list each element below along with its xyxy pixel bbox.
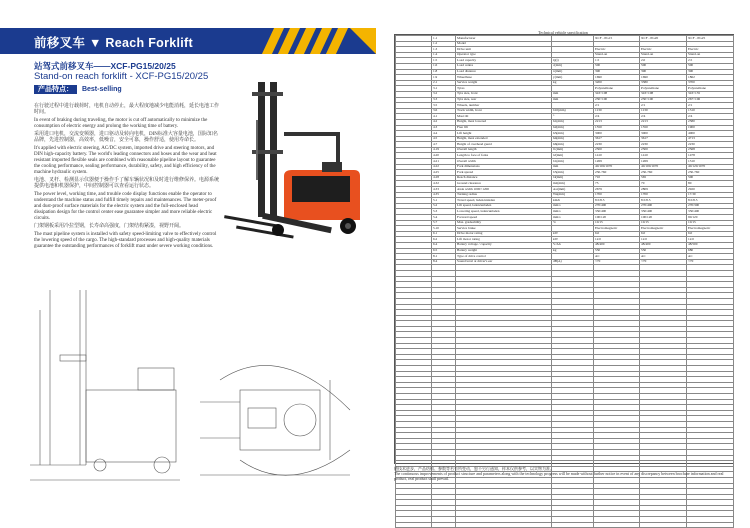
spec-cell: 6.5 [432,248,456,254]
spec-cell: x(mm) [552,69,594,75]
spec-cell: 4.20 [432,153,456,159]
forklift-photo [222,80,372,250]
spec-cell: Height, mast lowered [456,119,552,125]
spec-cell: h2(mm) [552,125,594,131]
spec-cell: 6.0 [687,231,734,237]
spec-cell: Ast(mm) [552,187,594,193]
spec-cell: l4(mm) [552,175,594,181]
spec-cell: 2/4 [687,114,734,120]
spec-cell: 4.32 [432,181,456,187]
spec-cell: b1(mm) [552,159,594,165]
spec-cell: Service brake [456,226,552,232]
spec-cell: 4.19 [432,147,456,153]
spec-cell: 8.1 [432,254,456,260]
spec-cell: 390 [594,69,640,75]
spec-cell: mm [552,97,594,103]
spec-cell: 270/400 [640,203,687,209]
spec-cell: 350/400 [594,209,640,215]
right-page [376,0,750,503]
spec-cell: 2568 [687,147,734,153]
spec-cell: 1.5 [594,58,640,64]
spec-cell: 2.1 [432,80,456,86]
spec-cell: mm [552,91,594,97]
spec-cell: 3200 [594,80,640,86]
spec-cell: <70 [687,259,734,265]
spec-cell: Wheels, number [456,103,552,109]
spec-cell: 3617 [594,136,640,142]
spec-cell: 4.22 [432,164,456,170]
spec-cell: 6.2 [432,237,456,243]
section-title: 前移叉车 ▼ Reach Forklift [34,36,193,50]
spec-cell: 6.0 [594,231,640,237]
spec-cell: 40/100/1070 [594,164,640,170]
spec-cell: Overall length [456,147,552,153]
spec-cell: 2/4 [594,114,640,120]
spec-cell: 4000 [687,131,734,137]
feature-line [34,84,122,94]
spec-cell: y(mm) [552,75,594,81]
spec-cell: 1410 [640,153,687,159]
spec-cell: 270/400 [594,203,640,209]
spec-cell: Free lift [456,125,552,131]
spec-cell: 500 [687,63,734,69]
spec-cell: 6.1 [432,231,456,237]
spec-cell: 10/15 [594,220,640,226]
product-description [34,104,220,252]
spec-cell: 8.5/8.5 [594,198,640,204]
spec-cell: Battery weight [456,248,552,254]
spec-cell: 10/15 [687,220,734,226]
spec-cell: 2920 [687,187,734,193]
spec-cell: 5.1 [432,198,456,204]
spec-cell: Electric [640,47,687,53]
spec-cell: 1690 [640,75,687,81]
product-title-en: Stand-on reach forklift - XCF-PG15/20/25 [34,71,209,82]
spec-cell: XCF - PG20 [640,36,687,42]
spec-cell: 8.5/8.5 [687,198,734,204]
spec-cell: 710 [594,175,640,181]
spec-cell: 350/400 [687,209,734,215]
spec-cell: 2/4 [640,114,687,120]
spec-cell: kg [552,80,594,86]
spec-cell: 1.9 [432,75,456,81]
spec-cell: 5.10 [432,226,456,232]
spec-cell: Max. gradeability [456,220,552,226]
spec-cell: Polyurethane [687,86,734,92]
spec-cell: Stand-on [594,52,640,58]
spec-cell: XCF - PG15 [594,36,640,42]
spec-table [395,35,734,528]
spec-cell: 5.4 [432,215,456,221]
spec-cell: 1310 [687,159,734,165]
spec-cell: 230×100 [594,97,640,103]
spec-cell: Stand-on [640,52,687,58]
spec-cell: Height of overhead guard [456,142,552,148]
spec-cell: Length to face of forks [456,153,552,159]
spec-cell: AC [640,254,687,260]
spec-cell: 100/120 [594,215,640,221]
spec-cell: 230-760 [687,170,734,176]
spec-cell: Type of drive control [456,254,552,260]
spec-cell: Electromagnetic [594,226,640,232]
spec-cell: Stand-on [687,52,734,58]
spec-cell: Electric [594,47,640,53]
spec-cell: 2/1 [687,103,734,109]
spec-cell: 230-760 [640,170,687,176]
spec-cell: Load capacity [456,58,552,64]
spec-cell: Load centre [456,63,552,69]
spec-cell: 6.4 [432,242,456,248]
spec-cell: 2500 [594,147,640,153]
spec-cell: 1.4 [432,52,456,58]
spec-cell: 1410 [594,153,640,159]
spec-cell: kW [552,231,594,237]
spec-cell: Tyre size, front [456,91,552,97]
spec-cell: 230-760 [594,170,640,176]
spec-cell: 1900 [687,125,734,131]
left-page [0,0,377,503]
description-paragraph: 电池、叉杆、检测显示仪器便于操作手了解车辆状况和及时进行维修保养。电源系统提供电池和机器保护，中间控制器可以查看运行状态。 [34,178,220,189]
spec-cell: Wa(mm) [552,192,594,198]
spec-cell: 12.0 [640,237,687,243]
spec-cell: mm/s [552,209,594,215]
spec-cell: <70 [640,259,687,265]
spec-cell: Operator type [456,52,552,58]
spec-cell: 4713 [687,136,734,142]
spec-cell: 3000 [594,131,640,137]
spec-cell: h4(mm) [552,136,594,142]
spec-cell: 2.0 [640,58,687,64]
spec-cell: Wheelbase [456,75,552,81]
spec-cell: 3.5 [432,103,456,109]
spec-cell: 3.3 [432,97,456,103]
spec-cell: 3380 [640,80,687,86]
spec-cell: Lift motor rating [456,237,552,243]
spec-cell: 1550 [640,125,687,131]
spec-cell: Tyre size, rear [456,97,552,103]
spec-cell: XCF - PG25 [687,36,734,42]
spec-cell: 1269 [640,159,687,165]
spec-cell: 4.28 [432,175,456,181]
spec-cell: 4.3 [432,125,456,131]
spec-cell: 48/400 [640,242,687,248]
spec-cell: 75 [594,181,640,187]
spec-cell: 390 [640,69,687,75]
spec-cell: 3.2 [432,91,456,97]
spec-cell: 1269 [594,159,640,165]
spec-cell: 5.3 [432,209,456,215]
spec-cell: 1478 [687,153,734,159]
spec-cell: Lift speed, laden/unladen [456,203,552,209]
spec-cell: AC [594,254,640,260]
spec-cell: 565 [640,175,687,181]
spec-cell: 5.2 [432,203,456,209]
spec-cell: 2213 [640,119,687,125]
spec-cell: ° [552,114,594,120]
spec-cell: Ground clearance [456,181,552,187]
spec-cell: 90/120 [687,215,734,221]
spec-cell: Travel speed, laden/unladen [456,198,552,204]
spec-cell: 350/400 [640,209,687,215]
spec-cell: Load distance [456,69,552,75]
spec-cell: 1690 [594,75,640,81]
spec-cell: Overall width [456,159,552,165]
spec-cell: c(mm) [552,63,594,69]
spec-cell: % [552,220,594,226]
description-paragraph: In event of braking during traveling, the motor is cut off automatically to minimize the consumption of electric energy and prolong the working time of battery. [34,118,208,129]
spec-cell: Forward speed [456,215,552,221]
spec-cell: 1.6 [432,63,456,69]
spec-table-frame [394,34,734,464]
spec-cell: 4.25 [432,170,456,176]
spec-cell: 6.0 [640,231,687,237]
description-paragraph: The power level, working time, and trouble code display functions enable the operator to understand the machine status and fulfill timely repairs and maintenances. The meter-proof and dust-proof surface materials for the electric system and the full-enclosed head dissipation design for the control center ease guarantee simpler and more reliable electric circuits. [34,192,217,221]
spec-cell: kW [552,237,594,243]
spec-cell: 4.1 [432,114,456,120]
technical-drawing [20,260,370,490]
spec-cell: 1130 [640,108,687,114]
spec-table-title: Technical vehicle specification [538,30,588,35]
spec-cell: 2.5 [687,58,734,64]
spec-cell: 680 [687,248,734,254]
spec-cell: 1.5 [432,58,456,64]
spec-cell: 4.7 [432,142,456,148]
spec-cell: Polyurethane [640,86,687,92]
spec-cell: 3.1 [432,86,456,92]
spec-cell: h6(mm) [552,142,594,148]
spec-cell: 12.0 [594,237,640,243]
spec-cell: 3700 [687,80,734,86]
spec-cell: 2230 [594,142,640,148]
spec-cell: Reach distance [456,175,552,181]
spec-cell: Mast tilt [456,114,552,120]
product-title-zh: 站驾式前移叉车——XCF-PG15/20/25 [34,61,176,71]
spec-cell: 3617 [640,136,687,142]
spec-cell: 8.5/8.5 [640,198,687,204]
spec-cell: 2/1 [640,103,687,109]
spec-cell: 1700 [640,192,687,198]
spec-cell: 1310 [687,108,734,114]
spec-cell: 267×106 [687,97,734,103]
spec-cell: 1.2 [432,41,456,47]
spec-cell: 343×108 [594,91,640,97]
spec-cell: kg [552,248,594,254]
spec-cell: dB(A) [552,259,594,265]
spec-cell: 80 [687,181,734,187]
spec-cell: 3.6 [432,108,456,114]
spec-cell: 4.33 [432,187,456,193]
spec-cell: 500 [640,63,687,69]
spec-cell: Fork spread [456,170,552,176]
feature-label: 产品特点： [34,85,77,94]
spec-cell: 4.35 [432,192,456,198]
spec-cell: 4.2 [432,119,456,125]
spec-cell: l1(mm) [552,147,594,153]
spec-cell: mm/s [552,215,594,221]
spec-cell: 230×100 [640,97,687,103]
spec-cell: m2(mm) [552,181,594,187]
spec-cell: 1700 [594,192,640,198]
description-paragraph: The mast pipeline system is installed with safety speed-limiting valve to effectively control the lowering speed of the cargo. The high-standard processes and high-quality materials guarantee the outstanding performances of forklift mast under severe working conditions. [34,232,217,249]
spec-cell: mm [552,164,594,170]
spec-cell: 1.1 [432,36,456,42]
spec-cell: 1130 [594,108,640,114]
spec-cell: Manufacturer [456,36,552,42]
spec-cell: 70 [640,181,687,187]
spec-cell: 48/400 [594,242,640,248]
spec-cell: 8.4 [432,259,456,265]
spec-cell: AC [687,254,734,260]
spec-cell: Model [456,41,552,47]
spec-cell: 3000 [640,131,687,137]
spec-cell: Polyurethane [594,86,640,92]
spec-cell: 12.0 [687,237,734,243]
spec-cell: 270/300 [687,203,734,209]
spec-cell: Electromagnetic [640,226,687,232]
spec-cell: Service weight [456,80,552,86]
spec-cell: 17.30 [687,192,734,198]
description-paragraph: 门架钢板采用冷拉型钢，长寿命高强度，门架结构紧凑，视野开阔。 [34,224,185,229]
spec-cell: Height, mast extended [456,136,552,142]
spec-cell: Aisle width 1000×1200 [456,187,552,193]
spec-cell: Track width, front [456,108,552,114]
spec-cell: V/Ah [552,242,594,248]
spec-cell: 100/120 [640,215,687,221]
spec-cell: 2/1 [594,103,640,109]
description-paragraph: 在行驶过程中进行载荷时，电机自动停止，最大程度地减少电能消耗，延长电池工作时间。 [34,104,220,115]
spec-cell: 4.21 [432,159,456,165]
spec-cell: 40/100/1070 [640,164,687,170]
spec-cell: 2213 [594,119,640,125]
spec-cell: Turning radius [456,192,552,198]
footnote-zh: 随技术进步，产品结构、参数等若有所变动，恕不另行通知，样本仅供参考，以实物为准。 [394,466,554,471]
spec-cell: 1862 [687,75,734,81]
feature-value: Best-selling [81,86,122,93]
description-paragraph: 采用进口电机，交流变频器，进口驱动及转向电机，DIN标准大容量电池，国际知名品牌，先进控制器，高效率，低噪音，安全可靠，操作舒适，使用寿命长。 [34,132,218,143]
spec-cell: l2(mm) [552,153,594,159]
spec-cell: 48/500 [687,242,734,248]
spec-cell: 2580 [687,119,734,125]
spec-cell: Sound level at driver's ear [456,259,552,265]
spec-cell: 343×135 [687,91,734,97]
spec-cell: Tyres [456,86,552,92]
spec-cell: 5.7 [432,220,456,226]
spec-cell: 1.8 [432,69,456,75]
spec-cell: b10(mm) [552,108,594,114]
spec-cell: h1(mm) [552,119,594,125]
spec-cell: <70 [594,259,640,265]
spec-cell: 500 [687,175,734,181]
spec-cell: 2500 [640,147,687,153]
spec-row-empty [396,522,734,528]
spec-cell: 40/120/1070 [687,164,734,170]
spec-cell: Battery voltage / capacity [456,242,552,248]
spec-cell: Drive motor rating [456,231,552,237]
spec-cell: Electromagnetic [687,226,734,232]
spec-cell: 2679 [594,187,640,193]
spec-cell: 343×108 [640,91,687,97]
spec-cell: h3(mm) [552,131,594,137]
spec-cell: 390 [687,69,734,75]
spec-cell: Lift height [456,131,552,137]
spec-cell: 10/15 [640,220,687,226]
footnote [394,466,732,481]
spec-cell: Lowering speed, laden/unladen [456,209,552,215]
footnote-en: The continuous improvements of product structure and parameters along with the technology progress will be made without further notice in event of any discrepancy between brochure information and real product, real product shall prevail. [394,471,724,481]
spec-cell: 2230 [640,142,687,148]
header-stripes [262,28,352,54]
spec-cell: 2230 [687,142,734,148]
spec-cell: 2809 [640,187,687,193]
spec-cell: 550 [640,248,687,254]
spec-cell: b5(mm) [552,170,594,176]
spec-cell: Drive unit [456,47,552,53]
spec-cell: 4.5 [432,136,456,142]
spec-cell: 1.3 [432,47,456,53]
spec-cell: 500 [594,63,640,69]
spec-cell: Fork dimensions [456,164,552,170]
spec-cell: mm/s [552,203,594,209]
description-paragraph: It's applied with electric steering, AC/DC system, imported drive and steering motors, and DIN high-capacity battery. The world's leading connectors and hoses and the wear and heat resistant imported flexible seals are combined with reasonable pipeline layout to guarantee the cooling performance, sealing performance, durability, safety, and high efficiency of the machine hydraulic system. [34,146,217,175]
spec-cell: Q(t) [552,58,594,64]
spec-cell: 550 [594,248,640,254]
spec-cell: 1550 [594,125,640,131]
spec-cell: km/h [552,198,594,204]
spec-cell: 4.4 [432,131,456,137]
spec-cell: Electric [687,47,734,53]
